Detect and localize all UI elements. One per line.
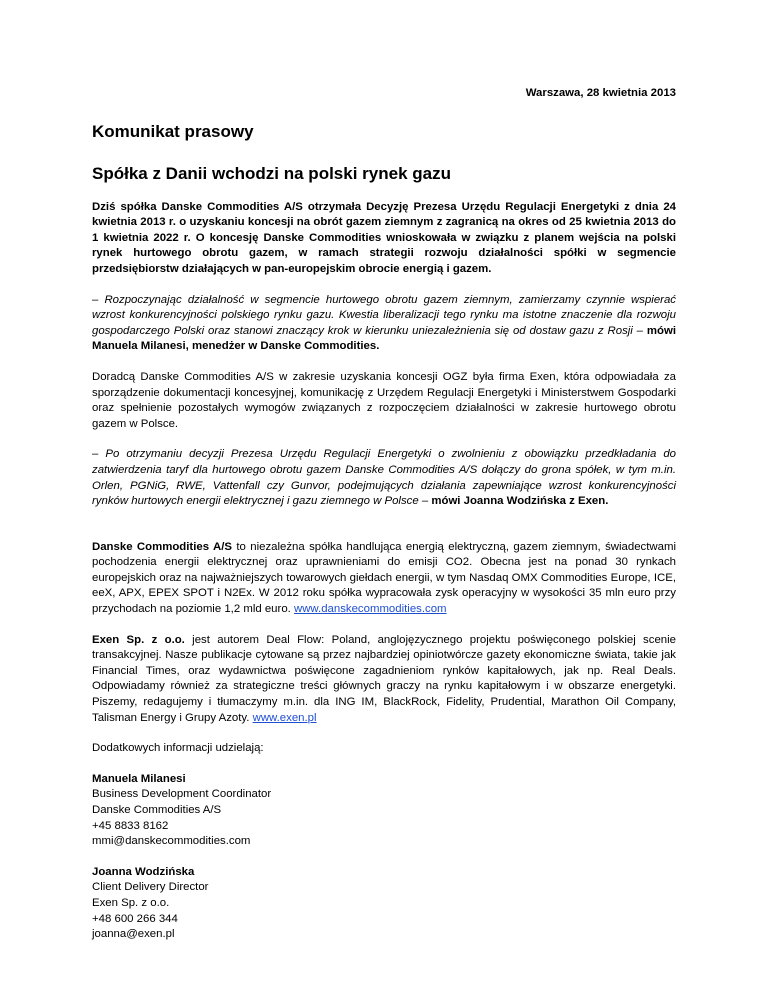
- quote-text-1: – Rozpoczynając działalność w segmencie hurtowego obrotu gazem ziemnym, zamierzamy czynnie wspierać wzrost konkurencyjności polskiego rynku gazu. Kwestia liberalizacji tego rynku ma istotne znaczenie dla rozwoju gospodarczego Polski oraz stanowi znaczący krok w kierunku uniezależnienia się od dostaw gazu z Rosji –: [92, 293, 676, 337]
- contact-block: [92, 865, 676, 943]
- about-danske-paragraph: [92, 540, 676, 618]
- quote-text-2: – Po otrzymaniu decyzji Prezesa Urzędu Regulacji Energetyki o zwolnieniu z obowiązku przedkładania do zatwierdzenia taryf dla hurtowego obrotu gazem Danske Commodities A/S dołączy do grona spółek, w tym m.in. Orlen, PGNiG, RWE, Vattenfall czy Gunvor, podejmujących działania zapewniające wzrost konkurencyjności rynków hurtowych energii elektrycznej i gazu ziemnego w Polsce –: [92, 448, 676, 508]
- contact-name: Manuela Milanesi: [92, 772, 186, 785]
- contact-role: Client Delivery Director: [92, 881, 209, 894]
- lead-paragraph: Dziś spółka Danske Commodities A/S otrzymała Decyzję Prezesa Urzędu Regulacji Energetyki z dnia 24 kwietnia 2013 r. o uzyskaniu koncesji na obrót gazem ziemnym z zagranicą na okres od 25 kwietnia 2013 do 1 kwietnia 2022 r. O koncesję Danske Commodities wnioskowała w związku z planem wejścia na polski rynek hurtowego obrotu gazem, w ramach strategii rozwoju działalności spółki w segmencie przedsiębiorstw działających w pan-europejskim obrocie energią i gazem.: [92, 200, 676, 275]
- contact-block: [92, 772, 676, 850]
- quote-speaker-1: mówi Manuela Milanesi, menedżer w Danske Commodities.: [92, 324, 676, 353]
- contact-phone: +48 600 266 344: [92, 912, 178, 925]
- about-exen-paragraph: [92, 633, 676, 727]
- danske-website-link[interactable]: www.danskecommodities.com: [293, 603, 447, 616]
- exen-website-link[interactable]: www.exen.pl: [252, 711, 317, 724]
- contact-company: Danske Commodities A/S: [92, 804, 222, 816]
- quote-paragraph-2: [92, 447, 676, 509]
- about-danske-text: to niezależna spółka handlująca energią elektryczną, gazem ziemnym, świadectwami pochodzenia energii elektrycznej oraz uprawnieniami do emisji CO2. Obecna jest na ponad 30 rynkach europejskich oraz na najważniejszych towarowych giełdach energii, w tym Nasdaq OMX Commodities Europe, ICE, eeX, APX, EPEX SPOT i N2Ex. W 2012 roku spółka wypracowała zysk operacyjny w wysokości 35 mln euro przy przychodach na poziomie 1,2 mld euro.: [92, 540, 676, 616]
- contact-role: Business Development Coordinator: [92, 788, 272, 801]
- advisor-paragraph: Doradcą Danske Commodities A/S w zakresie uzyskania koncesji OGZ była firma Exen, która odpowiadała za sporządzenie dokumentacji koncesyjnej, komunikację z Urzędem Regulacji Energetyki i Ministerstwem Gospodarki oraz spełnienie pozostałych wymogów związanych z rozpoczęciem działalności w zakresie hurtowego obrotu gazem w Polsce.: [92, 370, 676, 430]
- contact-phone: +45 8833 8162: [92, 819, 169, 832]
- contact-name: Joanna Wodzińska: [92, 865, 195, 878]
- contact-email: mmi@danskecommodities.com: [92, 835, 251, 848]
- contacts-intro: Dodatkowych informacji udzielają:: [92, 742, 264, 755]
- contact-company: Exen Sp. z o.o.: [92, 896, 170, 909]
- section-spacer: [92, 525, 676, 540]
- quote-paragraph-1: [92, 293, 676, 355]
- quote-speaker-2: mówi Joanna Wodzińska z Exen.: [428, 495, 609, 508]
- about-danske-name: Danske Commodities A/S: [92, 540, 232, 553]
- about-exen-name: Exen Sp. z o.o.: [92, 633, 185, 646]
- date-line: Warszawa, 28 kwietnia 2013: [525, 87, 676, 99]
- document-title: Spółka z Danii wchodzi na polski rynek gazu: [92, 163, 451, 183]
- about-exen-text: jest autorem Deal Flow: Poland, anglojęzycznego projektu poświęconego polskiej scenie transakcyjnej. Nasze publikacje cytowane są przez najbardziej opiniotwórcze gazety ekonomiczne świata, takie jak Financial Times, oraz wydawnictwa poświęcone zagadnieniom rynków kapitałowych, jak np. Real Deals. Odpowiadamy również za strategiczne treści głównych graczy na rynku kapitałowym i w obszarze energetyki. Piszemy, redagujemy i tłumaczymy m.in. dla ING IM, BlackRock, Fidelity, Prudential, Marathon Oil Company, Talisman Energy i Grupy Azoty.: [92, 633, 676, 724]
- contact-email: joanna@exen.pl: [92, 928, 175, 941]
- document-kind: Komunikat prasowy: [92, 121, 254, 141]
